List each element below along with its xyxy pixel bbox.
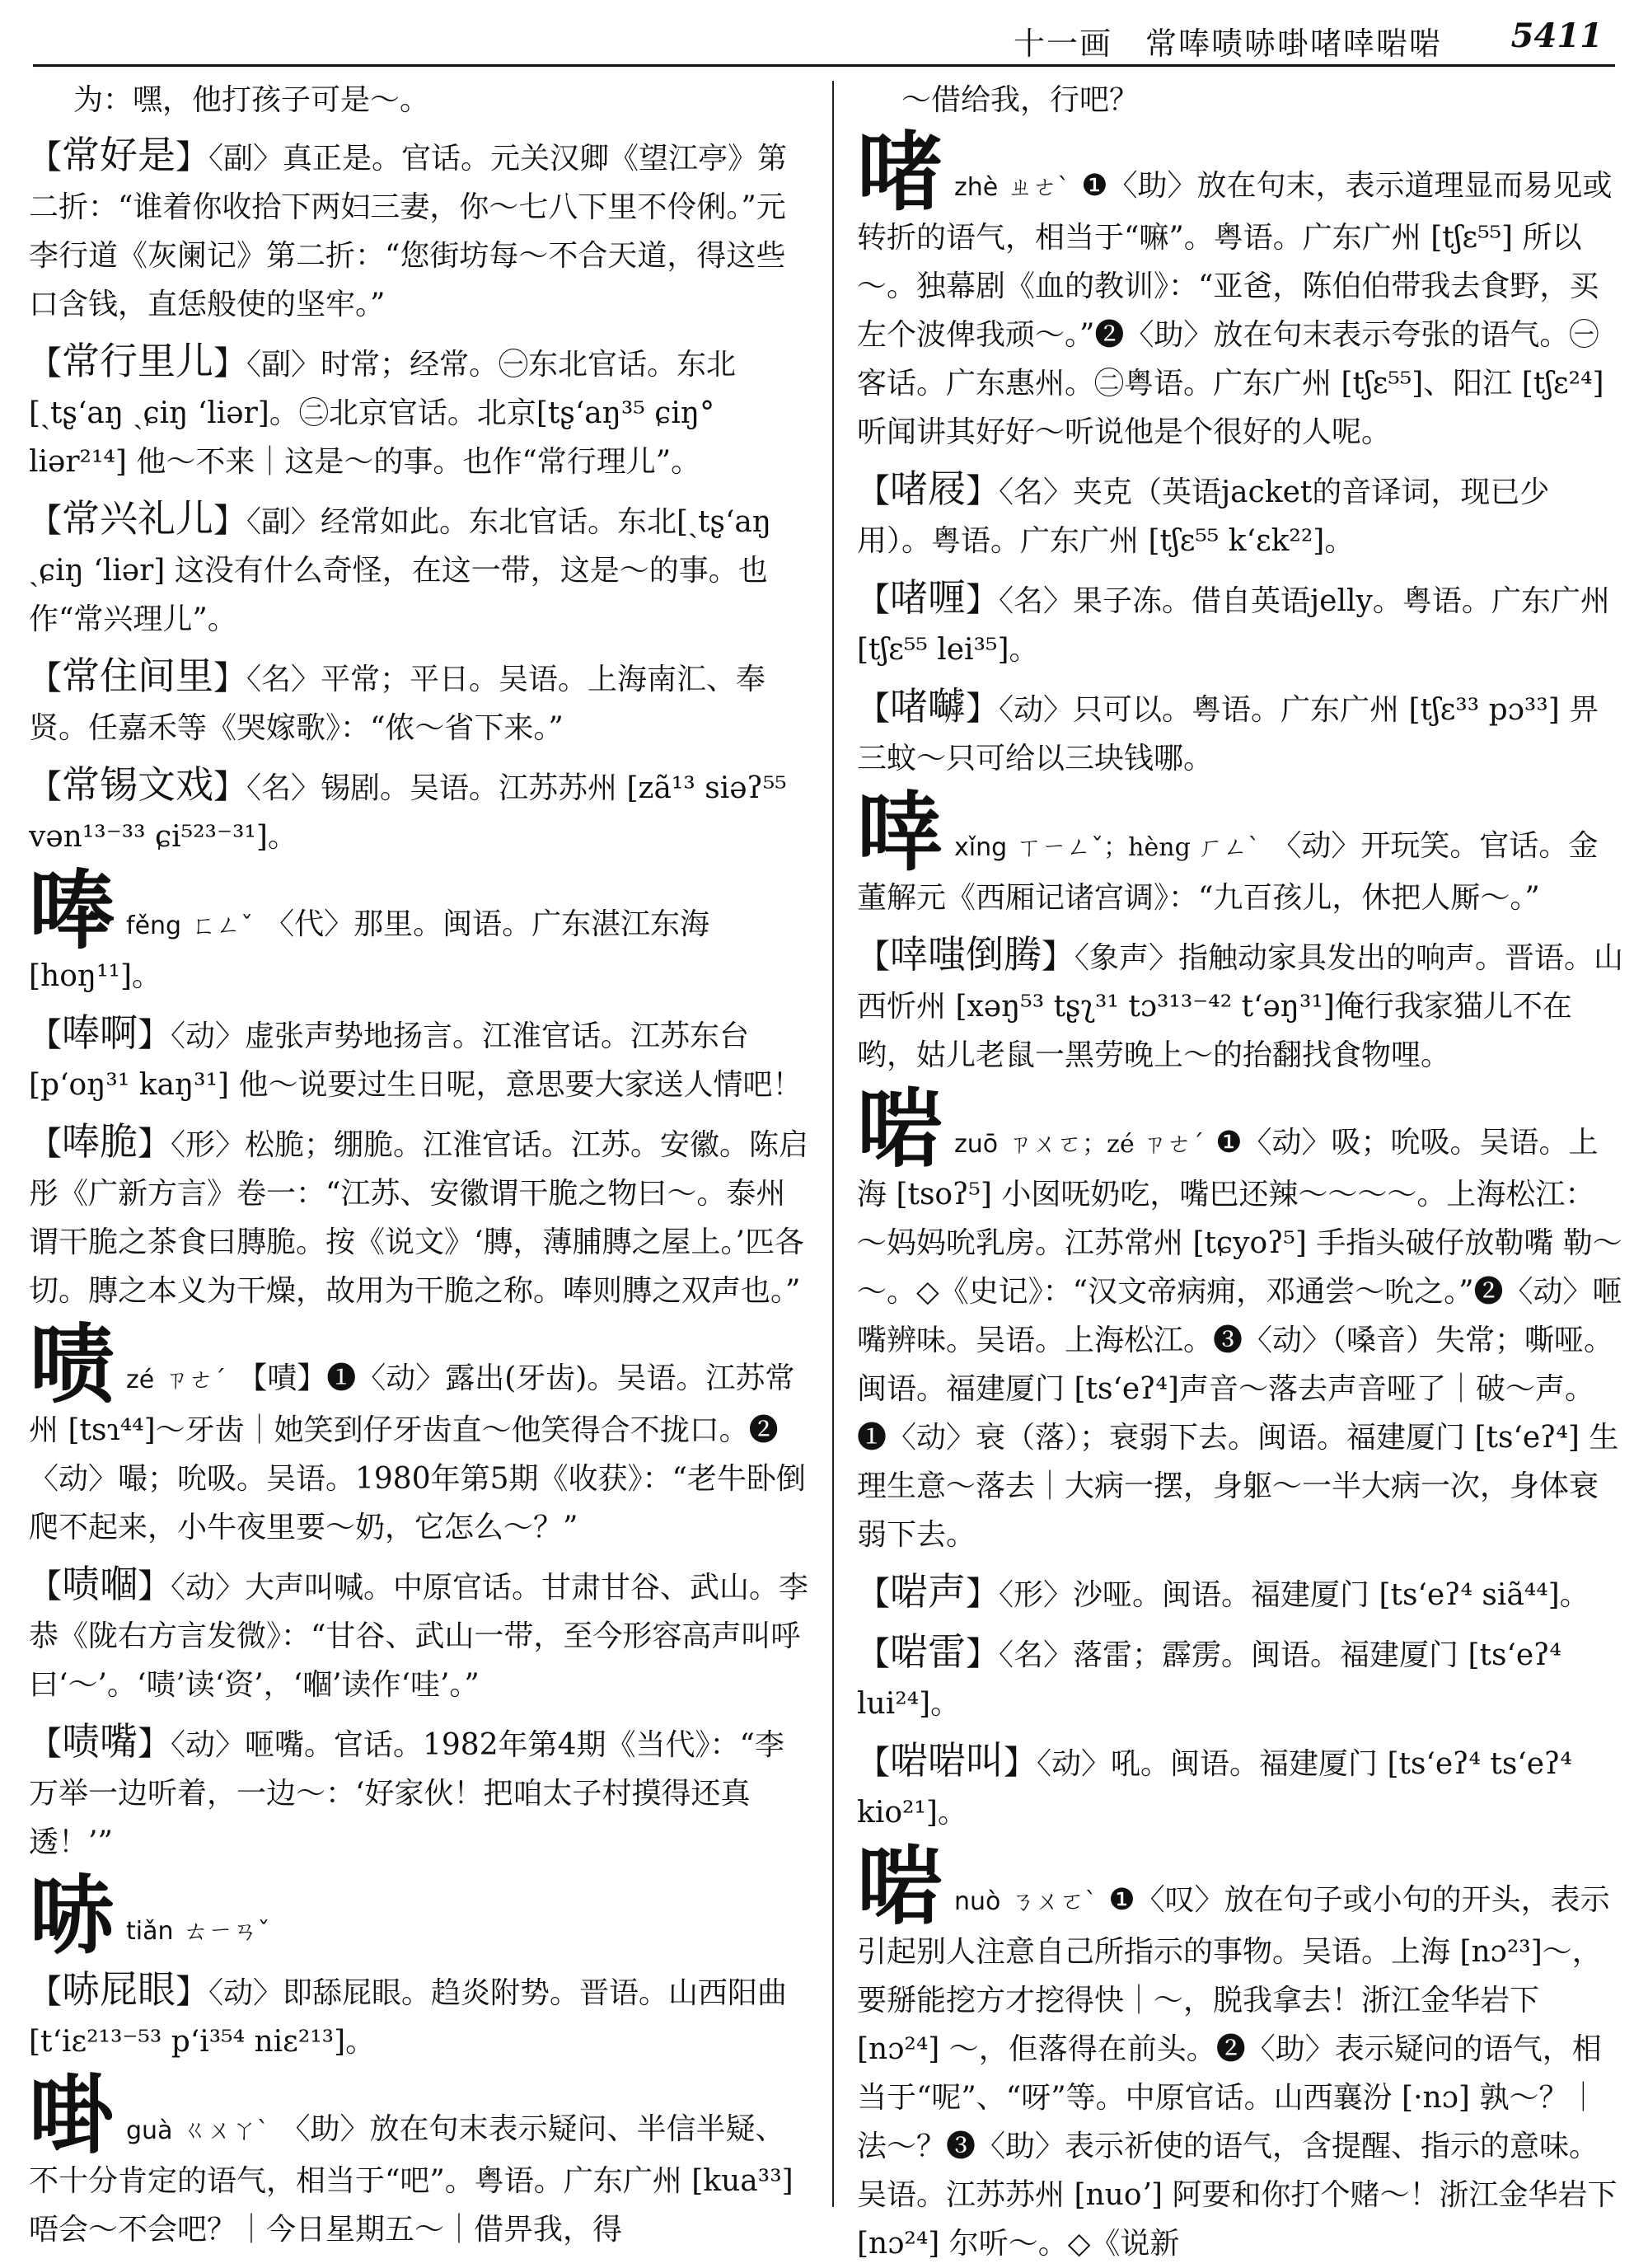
head-character: 哧 [29,1866,115,1966]
character-entry [857,122,1623,457]
zhuyin: ㄓㄜˋ [1008,173,1070,202]
character-entry [29,860,812,1000]
sub-entry [857,574,1623,674]
entry-headword: 啈嗤倒腾 [890,932,1042,977]
page-number: 5411 [1510,16,1603,55]
sub-entry [29,1560,812,1709]
character-entry [29,1866,812,1966]
pinyin: zuō [954,1130,999,1159]
zhuyin: ㄗㄨㄛ；zé ㄗㄜˊ [1008,1130,1205,1159]
character-definition: ❶〈动〉吸；吮吸。吴语。上海 [tsoʔ⁵] 小囡呒奶吃，嘴巴还辣～～～～。上海松江：～妈妈吮乳房。江苏常州 [tɕyoʔ⁵] 手指头破仔放勒嘴 勒～～。◇《史记》：“汉文帝病痈，邓通尝～吮之。”❷〈动〉咂嘴辨味。吴语。上海松江。❸〈动〉（嗓音）失常；嘶哑。闽语。福建厦门 [tsʻeʔ⁴]声音～落去声音哑了｜破～声。❶〈动〉衰（落）；衰弱下去。闽语。福建厦门 [tsʻeʔ⁴] 生理生意～落去｜大病一摆，身躯～一半大病一次，身体衰弱下去。 [857,1126,1622,1552]
head-character: 啱 [857,1079,943,1179]
entry-definition: 〈象声〉指触动家具发出的响声。晋语。山西忻州 [xəŋ⁵³ tʂʅ³¹ tɔ³¹³⁻⁴² tʻəŋ³¹]俺行我家猫儿不在哟，姑儿老鼠一黑劳晚上～的抬翻找食物哩。 [857,941,1624,1072]
close-bracket: 】 [138,1725,171,1763]
entry-definition: 〈名〉夹克（英语jacket的音译词，现已少用）。粤语。广东广州 [tʃɛ⁵⁵ kʻɛk²²]。 [857,476,1550,558]
close-bracket: 】 [213,344,246,382]
sub-entry [857,1736,1623,1837]
entry-definition: 〈动〉虚张声势地扬言。江淮官话。江苏东台[pʻoŋ³¹ kaŋ³¹] 他～说要过生日呢，意思要大家送人情吧！ [29,1019,803,1102]
close-bracket: 】 [138,1125,171,1163]
entry-definition: 〈名〉锡剧。吴语。江苏苏州 [zã¹³ siəʔ⁵⁵ vən¹³⁻³³ ɕi⁵²³⁻³¹]。 [29,771,787,854]
sub-entry [857,1628,1623,1728]
sub-entry [29,1009,812,1109]
entry-headword: 常好是 [62,133,176,177]
entry-definition: 〈动〉即舔屁眼。趋炎附势。晋语。山西阳曲 [tʻiɛ²¹³⁻⁵³ pʻi³⁵⁴ niɛ²¹³]。 [29,1976,788,2059]
continuation-text: 为：嘿，他打孩子可是～。 [73,83,430,117]
entry-definition: 〈动〉吼。闽语。福建厦门 [tsʻeʔ⁴ tsʻeʔ⁴ kio²¹]。 [857,1747,1572,1830]
entry-headword: 常兴礼儿 [62,496,213,541]
entry-definition: 〈动〉咂嘴。官话。1982年第4期《当代》：“李万举一边听着，一边～：‘好家伙！把咱太子村摸得还真透！’” [29,1728,784,1859]
entry-headword: 常行里儿 [62,339,213,383]
head-character: 啱 [857,1836,943,1937]
entry-headword: 啧嘴 [62,1719,138,1764]
pinyin: fěng [126,911,182,940]
head-character: 啫 [857,122,943,223]
sub-entry [29,1966,812,2066]
open-bracket: 【 [857,472,890,510]
entry-headword: 啫喱 [890,575,966,620]
sub-entry [29,761,812,861]
close-bracket: 】 [138,1567,171,1605]
head-character: 唪 [29,860,115,961]
entry-headword: 唪脆 [62,1119,138,1164]
entry-headword: 常住间里 [62,654,213,698]
open-bracket: 【 [857,938,890,976]
sub-entry [29,1717,812,1867]
sub-entry [857,465,1623,565]
character-entry [29,1314,812,1552]
open-bracket: 【 [29,1567,62,1605]
close-bracket: 】 [213,768,246,806]
open-bracket: 【 [857,690,890,728]
character-definition: ❶〈助〉放在句末，表示道理显而易见或转折的语气，相当于“嘛”。粤语。广东广州 [tʃɛ⁵⁵] 所以～。独幕剧《血的教训》：“亚爸，陈伯伯带我去食野，买左个波俾我顽～。”❷〈助〉放在句末表示夸张的语气。㊀客话。广东惠州。㊁粤语。广东广州 [tʃɛ⁵⁵]、阳江 [tʃɛ²⁴] 听闻讲其好好～听说他是个很好的人呢。 [857,169,1613,449]
open-bracket: 【 [29,1725,62,1763]
pinyin: guà [126,2116,173,2145]
pinyin: xǐng [954,833,1008,862]
entry-definition: 〈形〉沙哑。闽语。福建厦门 [tsʻeʔ⁴ siã⁴⁴]。 [999,1578,1589,1612]
head-character: 啧 [29,1314,115,1415]
close-bracket: 】 [966,690,999,728]
pinyin: zé [126,1366,155,1394]
entry-definition: 〈动〉只可以。粤语。广东广州 [tʃɛ³³ pɔ³³] 畀三蚊～只可给以三块钱哪。 [857,693,1599,776]
character-entry [857,782,1623,922]
close-bracket: 】 [138,1016,171,1054]
header-rule [33,64,1615,67]
entry-headword: 啧嗰 [62,1562,138,1606]
entry-headword: 啱声 [890,1569,966,1614]
close-bracket: 】 [966,1575,999,1613]
sub-entry [29,131,812,329]
sub-entry [857,682,1623,783]
sub-entry [857,1567,1623,1619]
zhuyin: ㄍㄨㄚˋ [182,2116,269,2145]
character-definition: ❶〈叹〉放在句子或小句的开头，表示引起别人注意自己所指示的事物。吴语。上海 [nɔ²³]～，要掰能挖方才挖得快｜～，脱我拿去！浙江金华岩下 [nɔ²⁴] ～，佢落得在前头。❷〈助〉表示疑问的语气，相当于“呢”、“呀”等。中原官话。山西襄汾 [·nɔ] 孰～？｜法～？❸〈助〉表示祈使的语气，含提醒、指示的意味。吴语。江苏苏州 [nuoʼ] 阿要和你打个赌～！浙江金华岩下 [nɔ²⁴] 尔听～。◇《说新 [857,1883,1618,2261]
character-entry [857,1079,1623,1559]
open-bracket: 【 [29,1973,62,2011]
open-bracket: 【 [857,581,890,619]
sub-entry [29,494,812,644]
close-bracket: 】 [1004,1744,1037,1782]
open-bracket: 【 [857,1635,890,1673]
close-bracket: 】 [176,1973,208,2011]
entry-headword: 常锡文戏 [62,762,213,807]
character-definition: 〈动〉开玩笑。官话。金董解元《西厢记诸宫调》：“九百孩儿，休把人厮～。” [857,829,1599,915]
open-bracket: 【 [29,768,62,806]
character-definition: 〈助〉放在句末表示疑问、半信半疑、不十分肯定的语气，相当于“吧”。粤语。广东广州 [kua³³] 唔会～不会吧？｜今日星期五～｜借畀我，得 [29,2112,794,2247]
open-bracket: 【 [29,1016,62,1054]
character-entry [29,2065,812,2254]
zhuyin: ㄋㄨㄛˋ [1010,1887,1098,1916]
head-character: 啈 [857,782,943,883]
pinyin: tiǎn [126,1917,174,1946]
sub-entry [29,652,812,752]
close-bracket: 】 [1042,938,1074,976]
sub-entry [29,1118,812,1315]
entry-headword: 哧屁眼 [62,1967,176,2012]
open-bracket: 【 [29,502,62,540]
entry-definition: 〈副〉真正是。官话。元关汉卿《望江亭》第二折：“谁着你收拾下两妇三妻，你～七八下里不伶俐。”元李行道《灰阑记》第二折：“您街坊每～不合天道，得这些口含钱，直恁般使的坚牢。” [29,142,788,321]
left-column [29,76,812,2247]
entry-definition: 〈副〉经常如此。东北官话。东北[ˏtʂʻaŋ ˏɕiŋ ʻliər] 这没有什么奇怪，在这一带，这是～的事。也作“常兴理儿”。 [29,505,772,636]
zhuyin: ㄊㄧㄢˇ [183,1917,270,1946]
entry-definition: 〈名〉平常；平日。吴语。上海南汇、奉贤。任嘉禾等《哭嫁歌》：“侬～省下来。” [29,663,766,745]
pinyin: zhè [954,173,999,202]
entry-definition: 〈形〉松脆；绷脆。江淮官话。江苏。安徽。陈启彤《广新方言》卷一：“江苏、安徽谓干脆之物曰～。泰州谓干脆之茶食曰膞脆。按《说文》‘膞，薄脯膞之屋上。’匹各切。膞之本义为干燥，故用为干脆之称。唪则膞之双声也。” [29,1128,809,1308]
open-bracket: 【 [29,659,62,697]
close-bracket: 】 [966,581,999,619]
character-definition: 〈代〉那里。闽语。广东湛江东海[hoŋ¹¹]。 [29,907,710,993]
entry-headword: 唪啊 [62,1010,138,1055]
pinyin: nuò [954,1887,1001,1916]
entry-headword: 啱啱叫 [890,1738,1004,1783]
open-bracket: 【 [29,138,62,176]
right-column [857,76,1624,2261]
header-title: 十一画 常唪啧哧啩啫啈啱啱 [1013,26,1442,62]
close-bracket: 】 [966,1635,999,1673]
sub-entry [29,337,812,486]
character-entry [857,1836,1623,2268]
sub-entry [857,930,1623,1080]
zhuyin: ㄗㄜˊ [164,1366,227,1394]
close-bracket: 】 [966,472,999,510]
entry-definition: 〈名〉落雷；霹雳。闽语。福建厦门 [tsʻeʔ⁴ lui²⁴]。 [857,1638,1561,1721]
entry-headword: 啱雷 [890,1629,966,1674]
character-definition: 【嘖】❶〈动〉露出(牙齿)。吴语。江苏常州 [tsɿ⁴⁴]～牙齿｜她笑到仔牙齿直～他笑得合不拢口。❷〈动〉嘬；吮吸。吴语。1980年第5期《收获》：“老牛卧倒爬不起来，小牛夜里要～奶，它怎么～？” [29,1361,806,1544]
entry-definition: 〈副〉时常；经常。㊀东北官话。东北[ˏtʂʻaŋ ˏɕiŋ ʻliər]。㊁北京官话。北京[tʂʻaŋ³⁵ ɕiŋ° liər²¹⁴] 他～不来｜这是～的事。也作“常行理儿”。 [29,348,737,479]
continuation-text: ～借给我，行吧？ [901,83,1140,117]
zhuyin: ㄈㄥˇ [191,911,254,940]
page-header [0,0,1648,66]
open-bracket: 【 [29,344,62,382]
open-bracket: 【 [857,1575,890,1613]
entry-headword: 啫屐 [890,466,966,511]
entry-definition: 〈动〉大声叫喊。中原官话。甘肃甘谷、武山。李恭《陇右方言发微》：“甘谷、武山一带，至今形容高声叫呼曰‘～’。‘啧’读‘资’，‘嗰’读作‘哇’。” [29,1571,809,1702]
close-bracket: 】 [176,138,208,176]
column-divider [832,81,834,2207]
entry-headword: 啫嚹 [890,684,966,729]
zhuyin: ㄒㄧㄥˇ；hèng ㄏㄥˋ [1017,833,1261,862]
open-bracket: 【 [29,1125,62,1163]
close-bracket: 】 [213,502,246,540]
close-bracket: 】 [213,659,246,697]
entry-definition: 〈名〉果子冻。借自英语jelly。粤语。广东广州 [tʃɛ⁵⁵ lei³⁵]。 [857,584,1610,667]
open-bracket: 【 [857,1744,890,1782]
head-character: 啩 [29,2065,115,2166]
